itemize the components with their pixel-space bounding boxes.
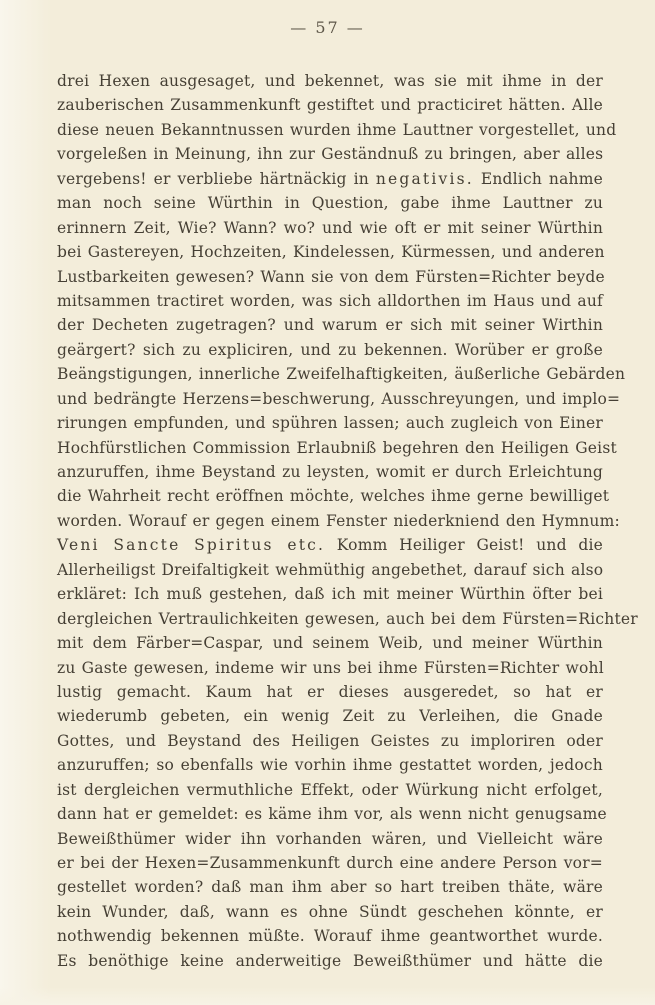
text-line	[57, 778, 603, 802]
fraktur-text: wiederumb gebeten, ein wenig Zeit zu Verleihen, die Gnade	[57, 707, 603, 726]
fraktur-text: erinnern Zeit, Wie? Wann? wo? und wie oft er mit seiner Würthin	[57, 218, 603, 237]
fraktur-text: rirungen empfunden, und spühren lassen; auch zugleich von Einer	[57, 414, 603, 433]
fraktur-text: mitsammen tractiret worden, was sich alldorthen im Haus und auf	[57, 291, 603, 310]
text-line	[57, 216, 603, 240]
page-edge-highlight	[0, 0, 52, 1005]
text-line	[57, 142, 603, 166]
page-bottom-shade	[0, 987, 655, 1005]
fraktur-text: zu Gaste gewesen, indeme wir uns bei ihme Fürsten=Richter wohl	[57, 658, 604, 677]
fraktur-text: anzuruffen, ihme Beystand zu leysten, womit er durch Erleichtung	[57, 463, 603, 481]
text-line	[57, 875, 603, 899]
text-line	[57, 289, 603, 313]
fraktur-text: drei Hexen ausgesaget, und bekennet, was sie mit ihme in der	[57, 72, 603, 90]
fraktur-text: diese neuen Bekanntnussen wurden ihme Lauttner vorgestellet, und	[57, 120, 617, 139]
text-line	[57, 313, 603, 337]
text-line	[57, 949, 603, 973]
text-line	[57, 118, 617, 142]
fraktur-text: die Wahrheit recht eröffnen möchte, welches ihme gerne bewilliget	[57, 487, 610, 506]
fraktur-text: mit dem Färber=Caspar, und seinem Weib, und meiner Würthin	[57, 634, 603, 653]
text-line	[57, 631, 603, 655]
fraktur-text: der Decheten zugetragen? und warum er sich mit seiner Wirthin	[57, 316, 603, 335]
fraktur-text: Gottes, und Beystand des Heiligen Geistes zu imploriren oder	[57, 731, 603, 750]
antiqua-text: Veni Sancte Spiritus etc.	[57, 536, 326, 555]
fraktur-text: Es benöthige keine anderweitige Beweißthümer und hätte die	[57, 951, 603, 970]
fraktur-text: vorgeleßen in Meinung, ihn zur Geständnuß zu bringen, aber alles	[57, 145, 604, 164]
fraktur-text: anzuruffen; so ebenfalls wie vorhin ihme gestattet worden, jedoch	[57, 756, 603, 775]
text-line	[57, 900, 603, 924]
fraktur-text: lustig gemacht. Kaum hat er dieses ausgeredet, so hat er	[57, 682, 603, 701]
text-line	[57, 827, 603, 851]
fraktur-text: Beängstigungen, innerliche Zweifelhaftigkeiten, äußerliche Gebärden	[57, 365, 626, 384]
fraktur-text: worden. Worauf er gegen einem Fenster niederkniend den Hymnum:	[57, 511, 620, 530]
fraktur-text: zauberischen Zusammenkunft gestiftet und practiciret hätten. Alle	[57, 96, 603, 115]
text-line	[57, 802, 607, 826]
text-line	[57, 533, 603, 557]
text-line	[57, 656, 603, 680]
text-line	[57, 704, 603, 728]
text-line	[57, 607, 638, 631]
fraktur-text: ist dergleichen vermuthliche Effekt, oder Würkung nicht erfolget,	[57, 780, 603, 799]
fraktur-text: bei Gastereyen, Hochzeiten, Kindelessen, Kürmessen, und anderen	[57, 243, 605, 262]
text-line	[57, 729, 603, 753]
fraktur-text: vergebens! er verbliebe härtnäckig in	[57, 169, 376, 188]
fraktur-text: dergleichen Vertraulichkeiten gewesen, auch bei dem Fürsten=Richter	[57, 609, 638, 628]
text-line	[57, 411, 603, 435]
text-line	[57, 851, 603, 875]
text-line	[57, 167, 603, 191]
fraktur-text: er bei der Hexen=Zusammenkunft durch eine andere Person vor=	[57, 854, 603, 872]
text-line	[57, 509, 620, 533]
fraktur-text: Komm Heiliger Geist! und die	[325, 536, 603, 555]
fraktur-text: geärgert? sich zu expliciren, und zu bekennen. Worüber er große	[57, 340, 603, 359]
text-block	[57, 69, 638, 973]
text-line	[57, 265, 603, 289]
fraktur-text: dann hat er gemeldet: es käme ihm vor, als wenn nicht genugsame	[57, 805, 607, 824]
text-line	[57, 93, 603, 117]
text-line	[57, 582, 603, 606]
fraktur-text: man noch seine Würthin in Question, gabe ihme Lauttner zu	[57, 194, 603, 213]
fraktur-text: Lustbarkeiten gewesen? Wann sie von dem Fürsten=Richter beyde	[57, 267, 605, 286]
text-line	[57, 362, 626, 386]
text-line	[57, 436, 617, 460]
text-line	[57, 69, 603, 93]
fraktur-text: Allerheiligst Dreifaltigkeit wehmüthig angebethet, darauf sich also	[57, 560, 604, 579]
text-line	[57, 558, 603, 582]
text-line	[57, 680, 603, 704]
antiqua-text: negativis.	[375, 169, 474, 188]
text-line	[57, 924, 603, 948]
fraktur-text: Hochfürstlichen Commission Erlaubniß begehren den Heiligen Geist	[57, 438, 617, 457]
text-line	[57, 240, 603, 264]
fraktur-text: erkläret: Ich muß gestehen, daß ich mit meiner Würthin öfter bei	[57, 585, 603, 604]
fraktur-text: Beweißthümer wider ihn vorhanden wären, und Vielleicht wäre	[57, 829, 603, 848]
text-line	[57, 387, 621, 411]
fraktur-text: nothwendig bekennen müßte. Worauf ihme geantworthet wurde.	[57, 927, 603, 946]
text-line	[57, 484, 610, 508]
text-line	[57, 191, 603, 215]
fraktur-text: Endlich nahme	[473, 169, 603, 188]
fraktur-text: und bedrängte Herzens=beschwerung, Ausschreyungen, und implo=	[57, 389, 621, 408]
fraktur-text: gestellet worden? daß man ihm aber so hart treiben thäte, wäre	[57, 878, 603, 897]
text-line	[57, 338, 603, 362]
text-line	[57, 753, 603, 777]
text-line	[57, 460, 603, 484]
fraktur-text: kein Wunder, daß, wann es ohne Sündt geschehen könnte, er	[57, 902, 603, 921]
page-number: — 57 —	[290, 18, 365, 37]
